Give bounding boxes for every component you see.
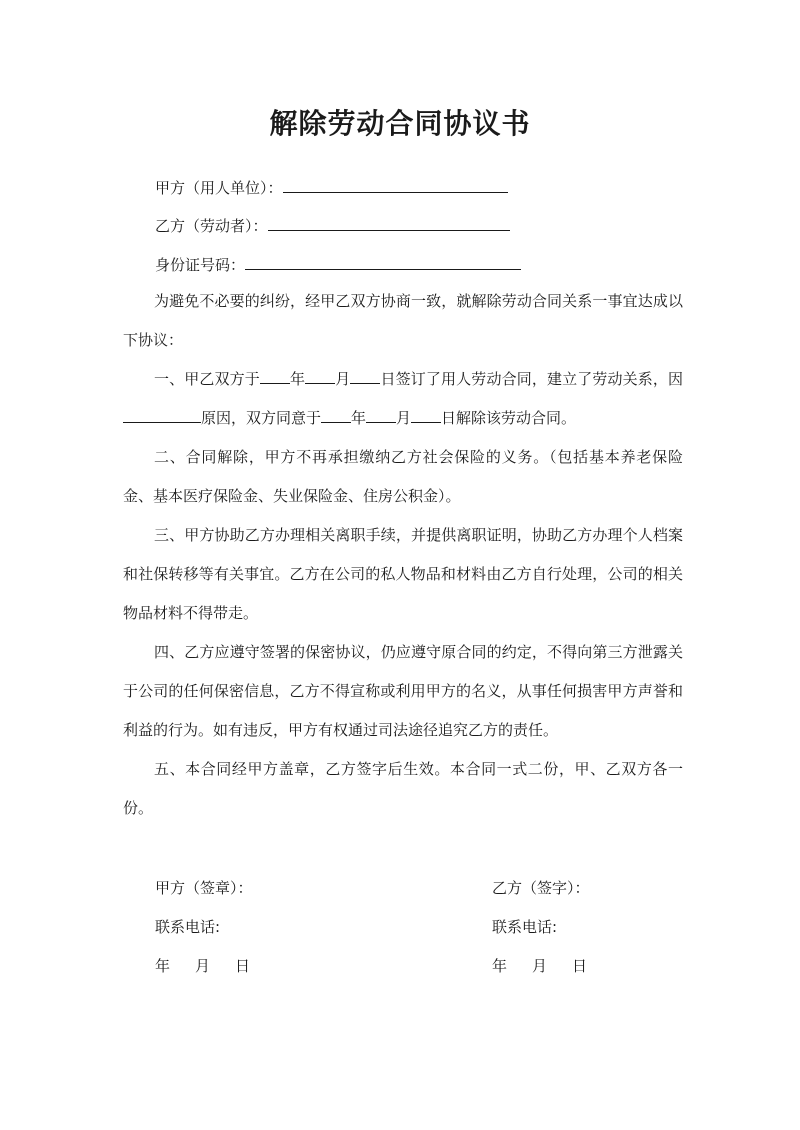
sign-day-blank bbox=[350, 367, 380, 384]
clause-3: 三、甲方协助乙方办理相关离职手续，并提供离职证明，协助乙方办理个人档案和社保转移等有关事宜。乙方在公司的私人物品和材料由乙方自行处理，公司的相关物品材料不得带走。 bbox=[123, 526, 683, 622]
party-b-date-month: 月 bbox=[532, 957, 548, 975]
document-title: 解除劳动合同协议书 bbox=[269, 107, 531, 140]
party-a-seal-label: 甲方（签章）： bbox=[155, 879, 253, 897]
end-year-blank bbox=[321, 406, 351, 423]
party-b-sign-label: 乙方（签字）： bbox=[492, 879, 590, 897]
party-b-date-day: 日 bbox=[572, 957, 588, 975]
party-a-phone-label: 联系电话: bbox=[155, 918, 221, 936]
party-b-date bbox=[492, 954, 587, 978]
id-number-blank-line bbox=[245, 251, 521, 270]
clause-1-text-b: 日签订了用人劳动合同，建立了劳动关系，因 bbox=[380, 370, 683, 388]
end-month-blank bbox=[366, 406, 396, 423]
party-b-date-year: 年 bbox=[492, 957, 508, 975]
sign-month-blank bbox=[305, 367, 335, 384]
party-a-field bbox=[155, 174, 508, 200]
clause-4: 四、乙方应遵守签署的保密协议，仍应遵守原合同的约定，不得向第三方泄露关于公司的任何保密信息，乙方不得宣称或利用甲方的名义，从事任何损害甲方声誉和利益的行为。如有违反，甲方有权通过司法途径追究乙方的责任。 bbox=[123, 643, 683, 739]
clause-2: 二、合同解除，甲方不再承担缴纳乙方社会保险的义务。（包括基本养老保险金、基本医疗保险金、失业保险金、住房公积金）。 bbox=[123, 448, 683, 505]
clause-5: 五、本合同经甲方盖章，乙方签字后生效。本合同一式二份，甲、乙双方各一份。 bbox=[123, 760, 683, 817]
clause-1-end-year: 年 bbox=[351, 409, 367, 427]
clause-1-month: 月 bbox=[335, 370, 351, 388]
party-a-date-month: 月 bbox=[195, 957, 211, 975]
clause-1-year: 年 bbox=[289, 370, 306, 388]
id-number-label: 身份证号码： bbox=[155, 256, 246, 274]
party-b-field bbox=[155, 212, 510, 238]
party-b-label: 乙方（劳动者）： bbox=[155, 217, 268, 235]
party-a-date-year: 年 bbox=[155, 957, 171, 975]
party-b-blank-line bbox=[268, 212, 510, 231]
reason-blank bbox=[123, 406, 201, 423]
party-a-date-day: 日 bbox=[235, 957, 251, 975]
party-a-label: 甲方（用人单位）： bbox=[155, 179, 283, 197]
party-a-date bbox=[155, 954, 250, 978]
clause-1 bbox=[123, 360, 683, 438]
end-day-blank bbox=[411, 406, 441, 423]
party-b-phone-label: 联系电话: bbox=[492, 918, 558, 936]
party-a-blank-line bbox=[283, 174, 508, 193]
clause-1-text-a: 一、甲乙双方于 bbox=[154, 370, 260, 388]
id-number-field bbox=[155, 251, 521, 277]
clause-1-text-d: 日解除该劳动合同。 bbox=[441, 409, 577, 427]
sign-year-blank bbox=[260, 367, 290, 384]
intro-paragraph: 为避免不必要的纠纷，经甲乙双方协商一致，就解除劳动合同关系一事宜达成以下协议： bbox=[123, 292, 683, 349]
clause-1-text-c: 原因，双方同意于 bbox=[201, 409, 322, 427]
clause-1-end-month: 月 bbox=[396, 409, 412, 427]
agreement-body bbox=[123, 282, 683, 828]
